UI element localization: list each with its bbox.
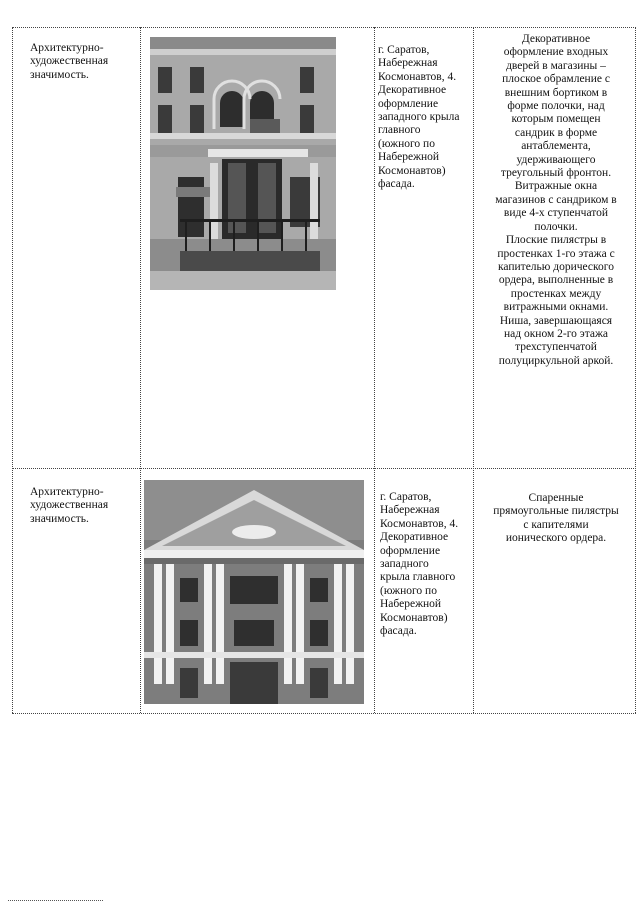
decor-description: Спаренные прямоугольные пилястры с капителями ионического ордера. xyxy=(493,492,619,545)
footer-line xyxy=(8,900,103,901)
decor-description: Декоративное оформление входных дверей в магазины – плоское обрамление с внешним бортиком в форме полочки, над которым помещен сандрик в форме антаблемента, удерживающего треугольный фронтон. Витражные окна магазинов с сандриком в виде 4-х ступенчатой полочки. Плоские пилястры в простенках 1-го этажа с капителью дорического ордера, выполненные в простенках между витражными окнами. Ниша, завершающаяся над окном 2-го этажа трехступенчатой полуциркульной аркой. xyxy=(495,33,617,367)
significance-category: Архитектурно- художественная значимость. xyxy=(30,486,109,525)
significance-category: Архитектурно- художественная значимость. xyxy=(30,42,109,81)
table-row-divider xyxy=(12,468,636,469)
object-address: г. Саратов, Набережная Космонавтов, 4. Декоративное оформление западного крыла главного (южного по Набережной Космонавтов) фасада. xyxy=(378,44,460,191)
table-border-right xyxy=(635,27,636,713)
building-facade-photo-1 xyxy=(150,37,336,290)
object-address: г. Саратов, Набережная Космонавтов, 4. Декоративное оформление западного крыла главного (южного по Набережной Космонавтов) фасада. xyxy=(380,491,459,638)
table-column-divider xyxy=(374,27,375,713)
table-border-top xyxy=(12,27,636,28)
building-facade-photo-2 xyxy=(144,480,364,704)
table-column-divider xyxy=(140,27,141,713)
table-border-left xyxy=(12,27,13,713)
table-border-bottom xyxy=(12,713,636,714)
